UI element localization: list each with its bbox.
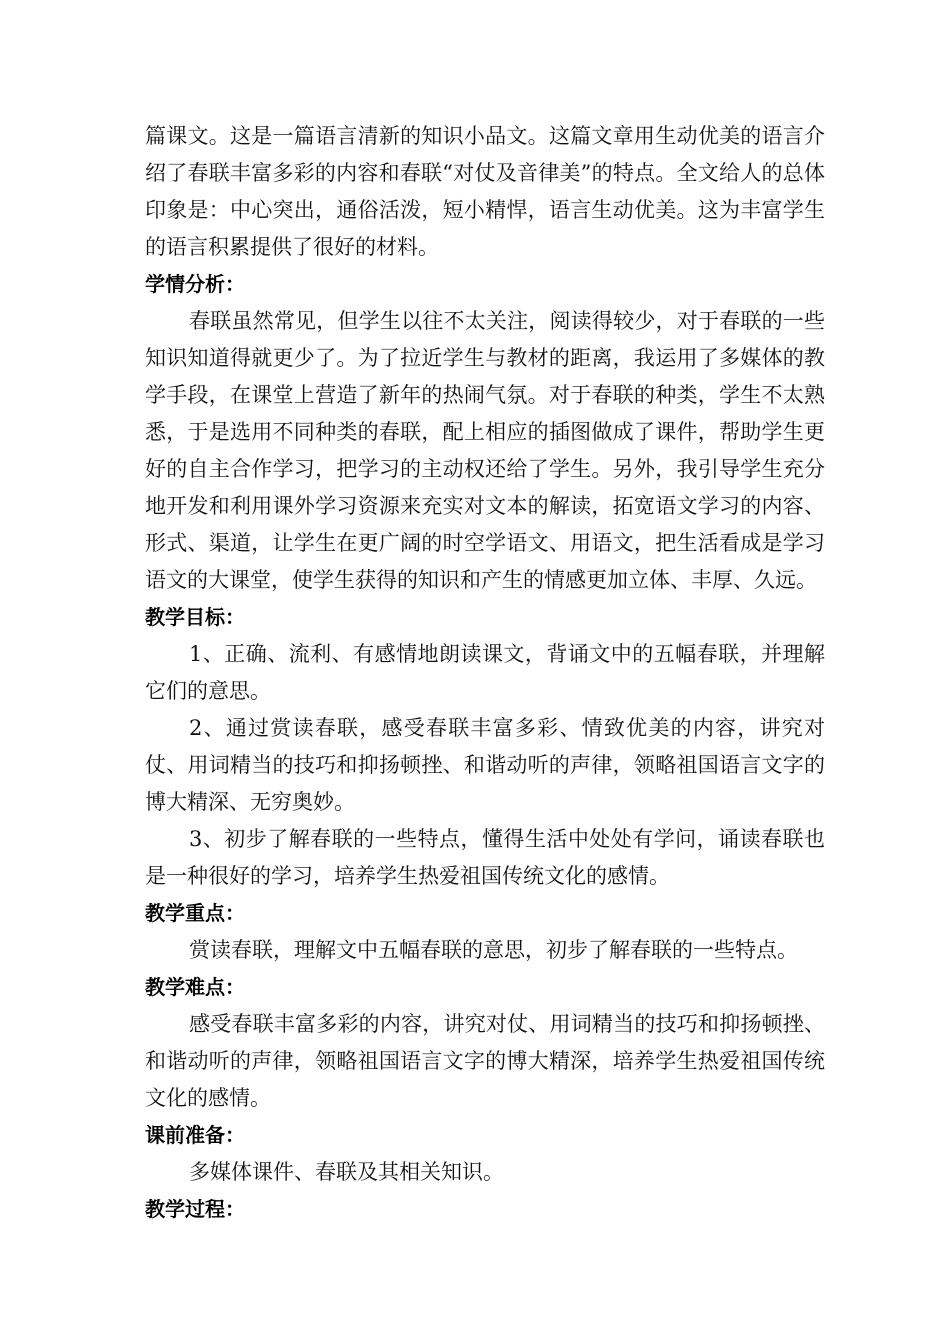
key-points-paragraph: 赏读春联，理解文中五幅春联的意思，初步了解春联的一些特点。 [189, 938, 798, 962]
heading-student-analysis: 学情分析： [145, 272, 245, 296]
heading-process: 教学过程： [145, 1197, 245, 1221]
student-analysis-paragraph: 春联虽然常见，但学生以往不太关注，阅读得较少，对于春联的一些知识知道得就更少了。为了拉近学生与教材的距离，我运用了多媒体的教学手段，在课堂上营造了新年的热闹气氛。对于春联的种类，学生不太熟悉，于是选用不同种类的春联，配上相应的插图做成了课件，帮助学生更好的自主合作学习，把学习的主动权还给了学生。另外，我引导学生充分地开发和利用课外学习资源来充实对文本的解读，拓宽语文学习的内容、形式、渠道，让学生在更广阔的时空学语文、用语文，把生活看成是学习语文的大课堂，使学生获得的知识和产生的情感更加立体、丰厚、久远。 [145, 309, 825, 592]
document-body [145, 118, 825, 1228]
preparation-paragraph: 多媒体课件、春联及其相关知识。 [189, 1160, 504, 1184]
intro-paragraph: 篇课文。这是一篇语言清新的知识小品文。这篇文章用生动优美的语言介绍了春联丰富多彩的内容和春联“对仗及音律美”的特点。全文给人的总体印象是：中心突出，通俗活泼，短小精悍，语言生动优美。这为丰富学生的语言积累提供了很好的材料。 [145, 124, 825, 259]
heading-difficulties: 教学难点： [145, 975, 245, 999]
objective-item-3: 3、初步了解春联的一些特点，懂得生活中处处有学问，诵读春联也是一种很好的学习，培养学生热爱祖国传统文化的感情。 [145, 827, 825, 888]
heading-objectives: 教学目标： [145, 605, 245, 629]
difficulties-paragraph: 感受春联丰富多彩的内容，讲究对仗、用词精当的技巧和抑扬顿挫、和谐动听的声律，领略祖国语言文字的博大精深，培养学生热爱祖国传统文化的感情。 [145, 1012, 825, 1110]
objective-item-2: 2、通过赏读春联，感受春联丰富多彩、情致优美的内容，讲究对仗、用词精当的技巧和抑扬顿挫、和谐动听的声律，领略祖国语言文字的博大精深、无穷奥妙。 [145, 716, 825, 814]
heading-preparation: 课前准备： [145, 1123, 245, 1147]
objective-item-1: 1、正确、流利、有感情地朗读课文，背诵文中的五幅春联，并理解它们的意思。 [145, 642, 825, 703]
heading-key-points: 教学重点： [145, 901, 245, 925]
